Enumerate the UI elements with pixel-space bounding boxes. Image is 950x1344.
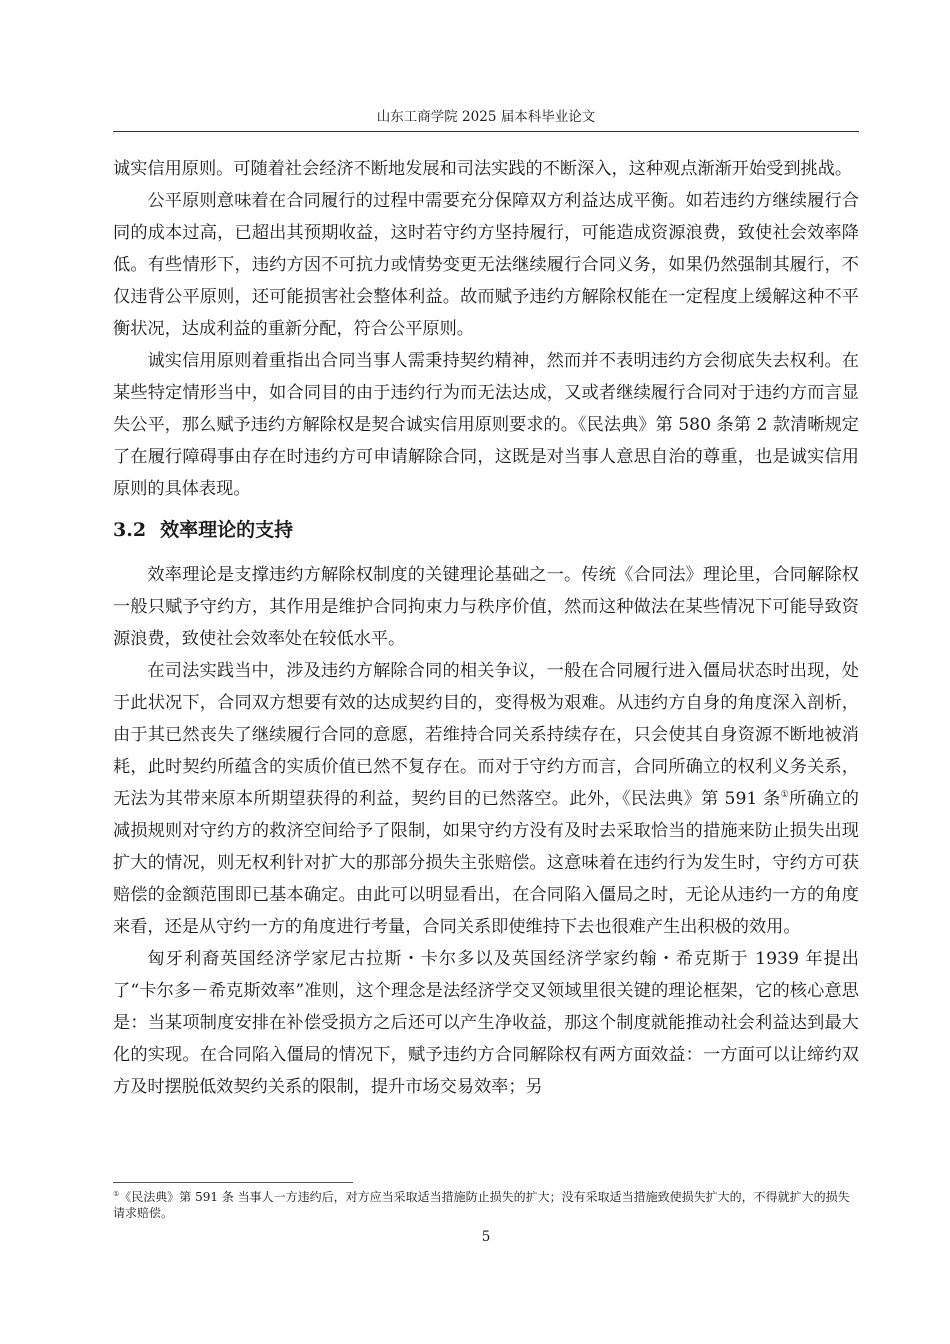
footnote [113,1189,859,1221]
section-title: 效率理论的支持 [160,519,294,541]
running-header: 山东工商学院 2025 届本科毕业论文 [376,109,596,125]
paragraph-fairness-principle: 公平原则意味着在合同履行的过程中需要充分保障双方利益达成平衡。如若违约方继续履行合同的成本过高，已超出其预期收益，这时若守约方坚持履行，可能造成资源浪费，致使社会效率降低。有些情形下，违约方因不可抗力或情势变更无法继续履行合同义务，如果仍然强制其履行，不仅违背公平原则，还可能损害社会整体利益。故而赋予违约方解除权能在一定程度上缓解这种不平衡状况，达成利益的重新分配，符合公平原则。 [113,191,859,339]
section-number: 3.2 [113,519,147,541]
footnote-mark: ① [113,1190,120,1198]
section-heading [113,515,859,545]
footnote-divider [113,1182,353,1183]
paragraph-text-before-note: 在司法实践当中，涉及违约方解除合同的相关争议，一般在合同履行进入僵局状态时出现，处于此状况下，合同双方想要有效的达成契约目的，变得极为艰难。从违约方自身的角度深入剖析，由于其已然丧失了继续履行合同的意愿，若维持合同关系持续存在，只会使其自身资源不断地被消耗，此时契约所蕴含的实质价值已然不复存在。而对于守约方而言，合同所确立的权利义务关系，无法为其带来原本所期望获得的利益，契约目的已然落空。此外，《民法典》第 591 条 [113,661,859,809]
header-divider [113,131,859,132]
footnote-text: 《民法典》第 591 条 当事人一方违约后，对方应当采取适当措施防止损失的扩大；没有采取适当措施致使损失扩大的，不得就扩大的损失请求赔偿。 [113,1190,850,1220]
footnote-reference[interactable]: ① [780,790,790,800]
paragraph-kaldor-hicks: 匈牙利裔英国经济学家尼古拉斯・卡尔多以及英国经济学家约翰・希克斯于 1939 年提出了“卡尔多－希克斯效率”准则，这个理念是法经济学交叉领域里很关键的理论框架，它的核心意思是：当某项制度安排在补偿受损方之后还可以产生净收益，那这个制度就能推动社会利益达到最大化的实现。在合同陷入僵局的情况下，赋予违约方合同解除权有两方面效益：一方面可以让缔约双方及时摆脱低效契约关系的限制，提升市场交易效率；另 [113,949,859,1097]
paragraph-text-after-note: 所确立的减损规则对守约方的救济空间给予了限制，如果守约方没有及时去采取恰当的措施来防止损失出现扩大的情况，则无权利针对扩大的那部分损失主张赔偿。这意味着在违约行为发生时，守约方可获赔偿的金额范围即已基本确定。由此可以明显看出，在合同陷入僵局之时，无论从违约一方的角度来看，还是从守约一方的角度进行考量，合同关系即使维持下去也很难产生出积极的效用。 [113,789,859,937]
paragraph-judicial-practice [113,655,859,943]
paragraph-continuation: 诚实信用原则。可随着社会经济不断地发展和司法实践的不断深入，这种观点渐渐开始受到挑战。 [113,159,853,179]
body-text [113,153,859,1103]
page-number: 5 [481,1229,491,1245]
paragraph-efficiency-theory: 效率理论是支撑违约方解除权制度的关键理论基础之一。传统《合同法》理论里，合同解除权一般只赋予守约方，其作用是维护合同拘束力与秩序价值，然而这种做法在某些情况下可能导致资源浪费，致使社会效率处在较低水平。 [113,565,859,649]
paragraph-good-faith-principle: 诚实信用原则着重指出合同当事人需秉持契约精神，然而并不表明违约方会彻底失去权利。在某些特定情形当中，如合同目的由于违约行为而无法达成，又或者继续履行合同对于违约方而言显失公平，那么赋予违约方解除权是契合诚实信用原则要求的。《民法典》第 580 条第 2 款清晰规定了在履行障碍事由存在时违约方可申请解除合同，这既是对当事人意思自治的尊重，也是诚实信用原则的具体表现。 [113,351,859,499]
